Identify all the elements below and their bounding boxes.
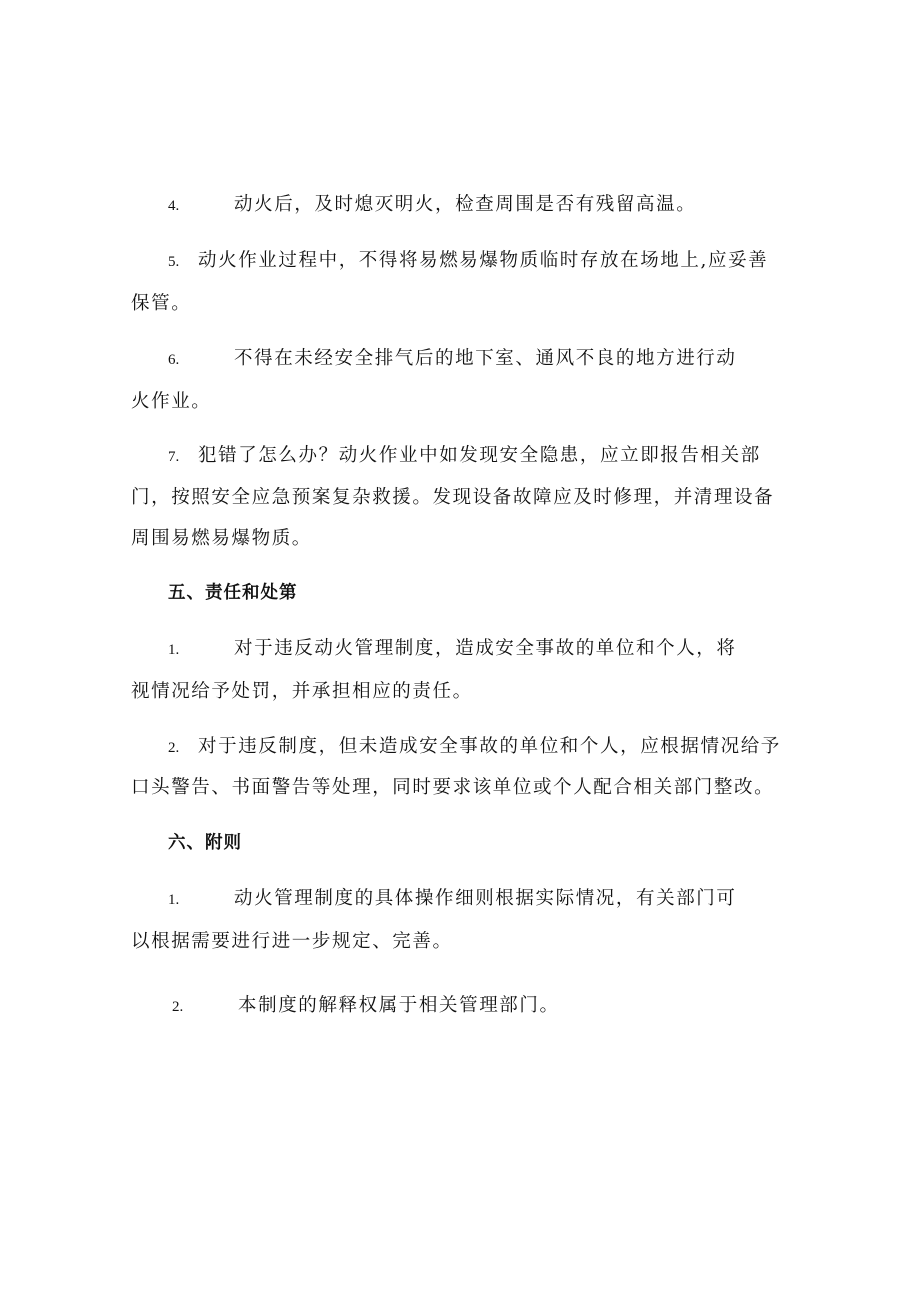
section-5-item-2-line-1 bbox=[168, 735, 781, 760]
item-5-line-1 bbox=[168, 249, 768, 274]
item-6-line-2: 火作业。 bbox=[131, 391, 212, 412]
section-6-item-2-line-1 bbox=[172, 994, 560, 1019]
item-4-number: 4. bbox=[168, 198, 180, 214]
item-6-text: 不得在未经安全排气后的地下室、通风不良的地方进行动 bbox=[234, 348, 737, 369]
item-7-number: 7. bbox=[168, 449, 180, 465]
section-6-item-1-number: 1. bbox=[168, 892, 180, 908]
section-5-item-1-number: 1. bbox=[168, 642, 180, 658]
section-5-item-2-text: 对于违反制度，但未造成安全事故的单位和个人，应根据情况给予 bbox=[198, 736, 781, 757]
item-5-number: 5. bbox=[168, 254, 180, 270]
section-6-item-1-text: 动火管理制度的具体操作细则根据实际情况，有关部门可 bbox=[234, 888, 737, 909]
section-6-item-1-line-1 bbox=[168, 887, 737, 912]
section-6-item-2-text: 本制度的解释权属于相关管理部门。 bbox=[238, 995, 560, 1016]
item-4-line-1 bbox=[168, 193, 696, 218]
section-6-heading: 六、附则 bbox=[168, 833, 242, 853]
section-6-item-2-number: 2. bbox=[172, 999, 184, 1015]
item-7-line-3: 周围易燃易爆物质。 bbox=[131, 528, 312, 549]
section-5-item-2-line-2: 口头警告、书面警告等处理，同时要求该单位或个人配合相关部门整改。 bbox=[131, 777, 775, 798]
item-7-line-1 bbox=[168, 444, 761, 469]
section-5-item-2-number: 2. bbox=[168, 740, 180, 756]
section-6-item-1-line-2: 以根据需要进行进一步规定、完善。 bbox=[131, 931, 453, 952]
item-5-text: 动火作业过程中，不得将易燃易爆物质临时存放在场地上,应妥善 bbox=[198, 250, 769, 271]
item-7-text: 犯错了怎么办？动火作业中如发现安全隐患，应立即报告相关部 bbox=[198, 445, 761, 466]
section-5-heading: 五、责任和处第 bbox=[168, 583, 298, 603]
section-5-item-1-line-2: 视情况给予处罚，并承担相应的责任。 bbox=[131, 681, 473, 702]
item-5-line-2: 保管。 bbox=[131, 293, 192, 314]
item-6-line-1 bbox=[168, 347, 737, 372]
section-5-item-1-line-1 bbox=[168, 637, 737, 662]
item-6-number: 6. bbox=[168, 352, 180, 368]
section-5-item-1-text: 对于违反动火管理制度，造成安全事故的单位和个人，将 bbox=[234, 638, 737, 659]
item-7-line-2: 门，按照安全应急预案复杂救援。发现设备故障应及时修理，并清理设备 bbox=[131, 487, 775, 508]
item-4-text: 动火后，及时熄灭明火，检查周围是否有残留高温。 bbox=[234, 194, 697, 215]
